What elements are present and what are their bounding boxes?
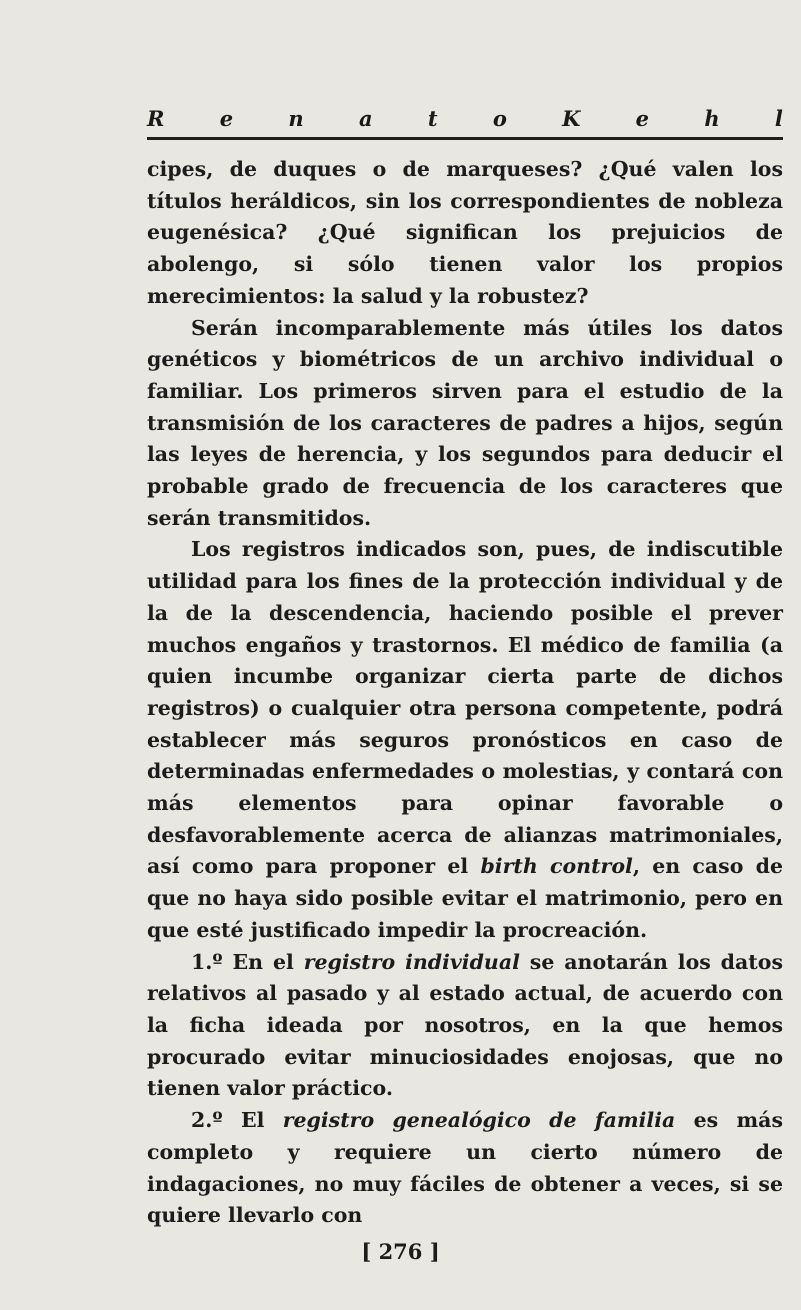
- paragraph-text: 1.º En el: [191, 949, 304, 974]
- paragraph-text: cipes, de duques o de marqueses? ¿Qué valen los títulos heráldicos, sin los correspondientes de nobleza eugenésica? ¿Qué significan los prejuicios de abolengo, si sólo tienen valor los propios merecimientos: la salud y la robustez?: [147, 157, 783, 308]
- header-letter: t: [427, 106, 438, 131]
- running-header: [147, 106, 783, 131]
- header-letter: l: [774, 106, 783, 131]
- emphasis-text: birth control: [480, 854, 633, 879]
- paragraph: [147, 1105, 783, 1232]
- header-letter: n: [288, 106, 304, 131]
- paragraph-text: es más completo y requiere un cierto número de indagaciones, no muy fáciles de obtener a veces, si se quiere llevarlo con: [147, 1108, 783, 1228]
- paragraph-text: 2.º El: [191, 1108, 283, 1133]
- paragraph-text: Los registros indicados son, pues, de indiscutible utilidad para los fines de la protección individual y de la de la descendencia, haciendo posible el prever muchos engaños y trastornos. El médico de familia (a quien incumbe organizar cierta parte de dichos registros) o cualquier otra persona competente, podrá establecer más seguros pronósticos en caso de determinadas enfermedades o molestias, y contará con más elementos para opinar favorable o desfavorablemente acerca de alianzas matrimoniales, así como para proponer el: [147, 537, 783, 879]
- paragraph: [147, 534, 783, 946]
- header-letter: e: [219, 106, 234, 131]
- header-letter: e: [635, 106, 650, 131]
- emphasis-text: registro individual: [303, 949, 520, 974]
- header-rule: [147, 137, 783, 140]
- paragraph: [147, 313, 783, 535]
- paragraph-text: Serán incomparablemente más útiles los datos genéticos y biométricos de un archivo individual o familiar. Los primeros sirven para el estudio de la transmisión de los caracteres de padres a hijos, según las leyes de herencia, y los segundos para deducir el probable grado de frecuencia de los caracteres que serán transmitidos.: [147, 315, 783, 530]
- paragraph: [147, 154, 783, 313]
- paragraph-text: , en caso de que no haya sido posible evitar el matrimonio, pero en que esté justificado impedir la procreación.: [147, 854, 783, 942]
- header-letter: K: [562, 106, 581, 131]
- body-text: [147, 154, 783, 1232]
- header-letter: a: [358, 106, 373, 131]
- page-number: [ 276 ]: [361, 1239, 440, 1264]
- header-letter: o: [492, 106, 507, 131]
- paragraph-text: se anotarán los datos relativos al pasado y al estado actual, de acuerdo con la ficha ideada por nosotros, en la que hemos procurado evitar minuciosidades enojosas, que no tienen valor práctico.: [147, 949, 783, 1101]
- header-letter: h: [704, 106, 720, 131]
- header-letter: R: [147, 106, 165, 131]
- paragraph: [147, 947, 783, 1106]
- emphasis-text: registro genealógico de familia: [282, 1108, 676, 1133]
